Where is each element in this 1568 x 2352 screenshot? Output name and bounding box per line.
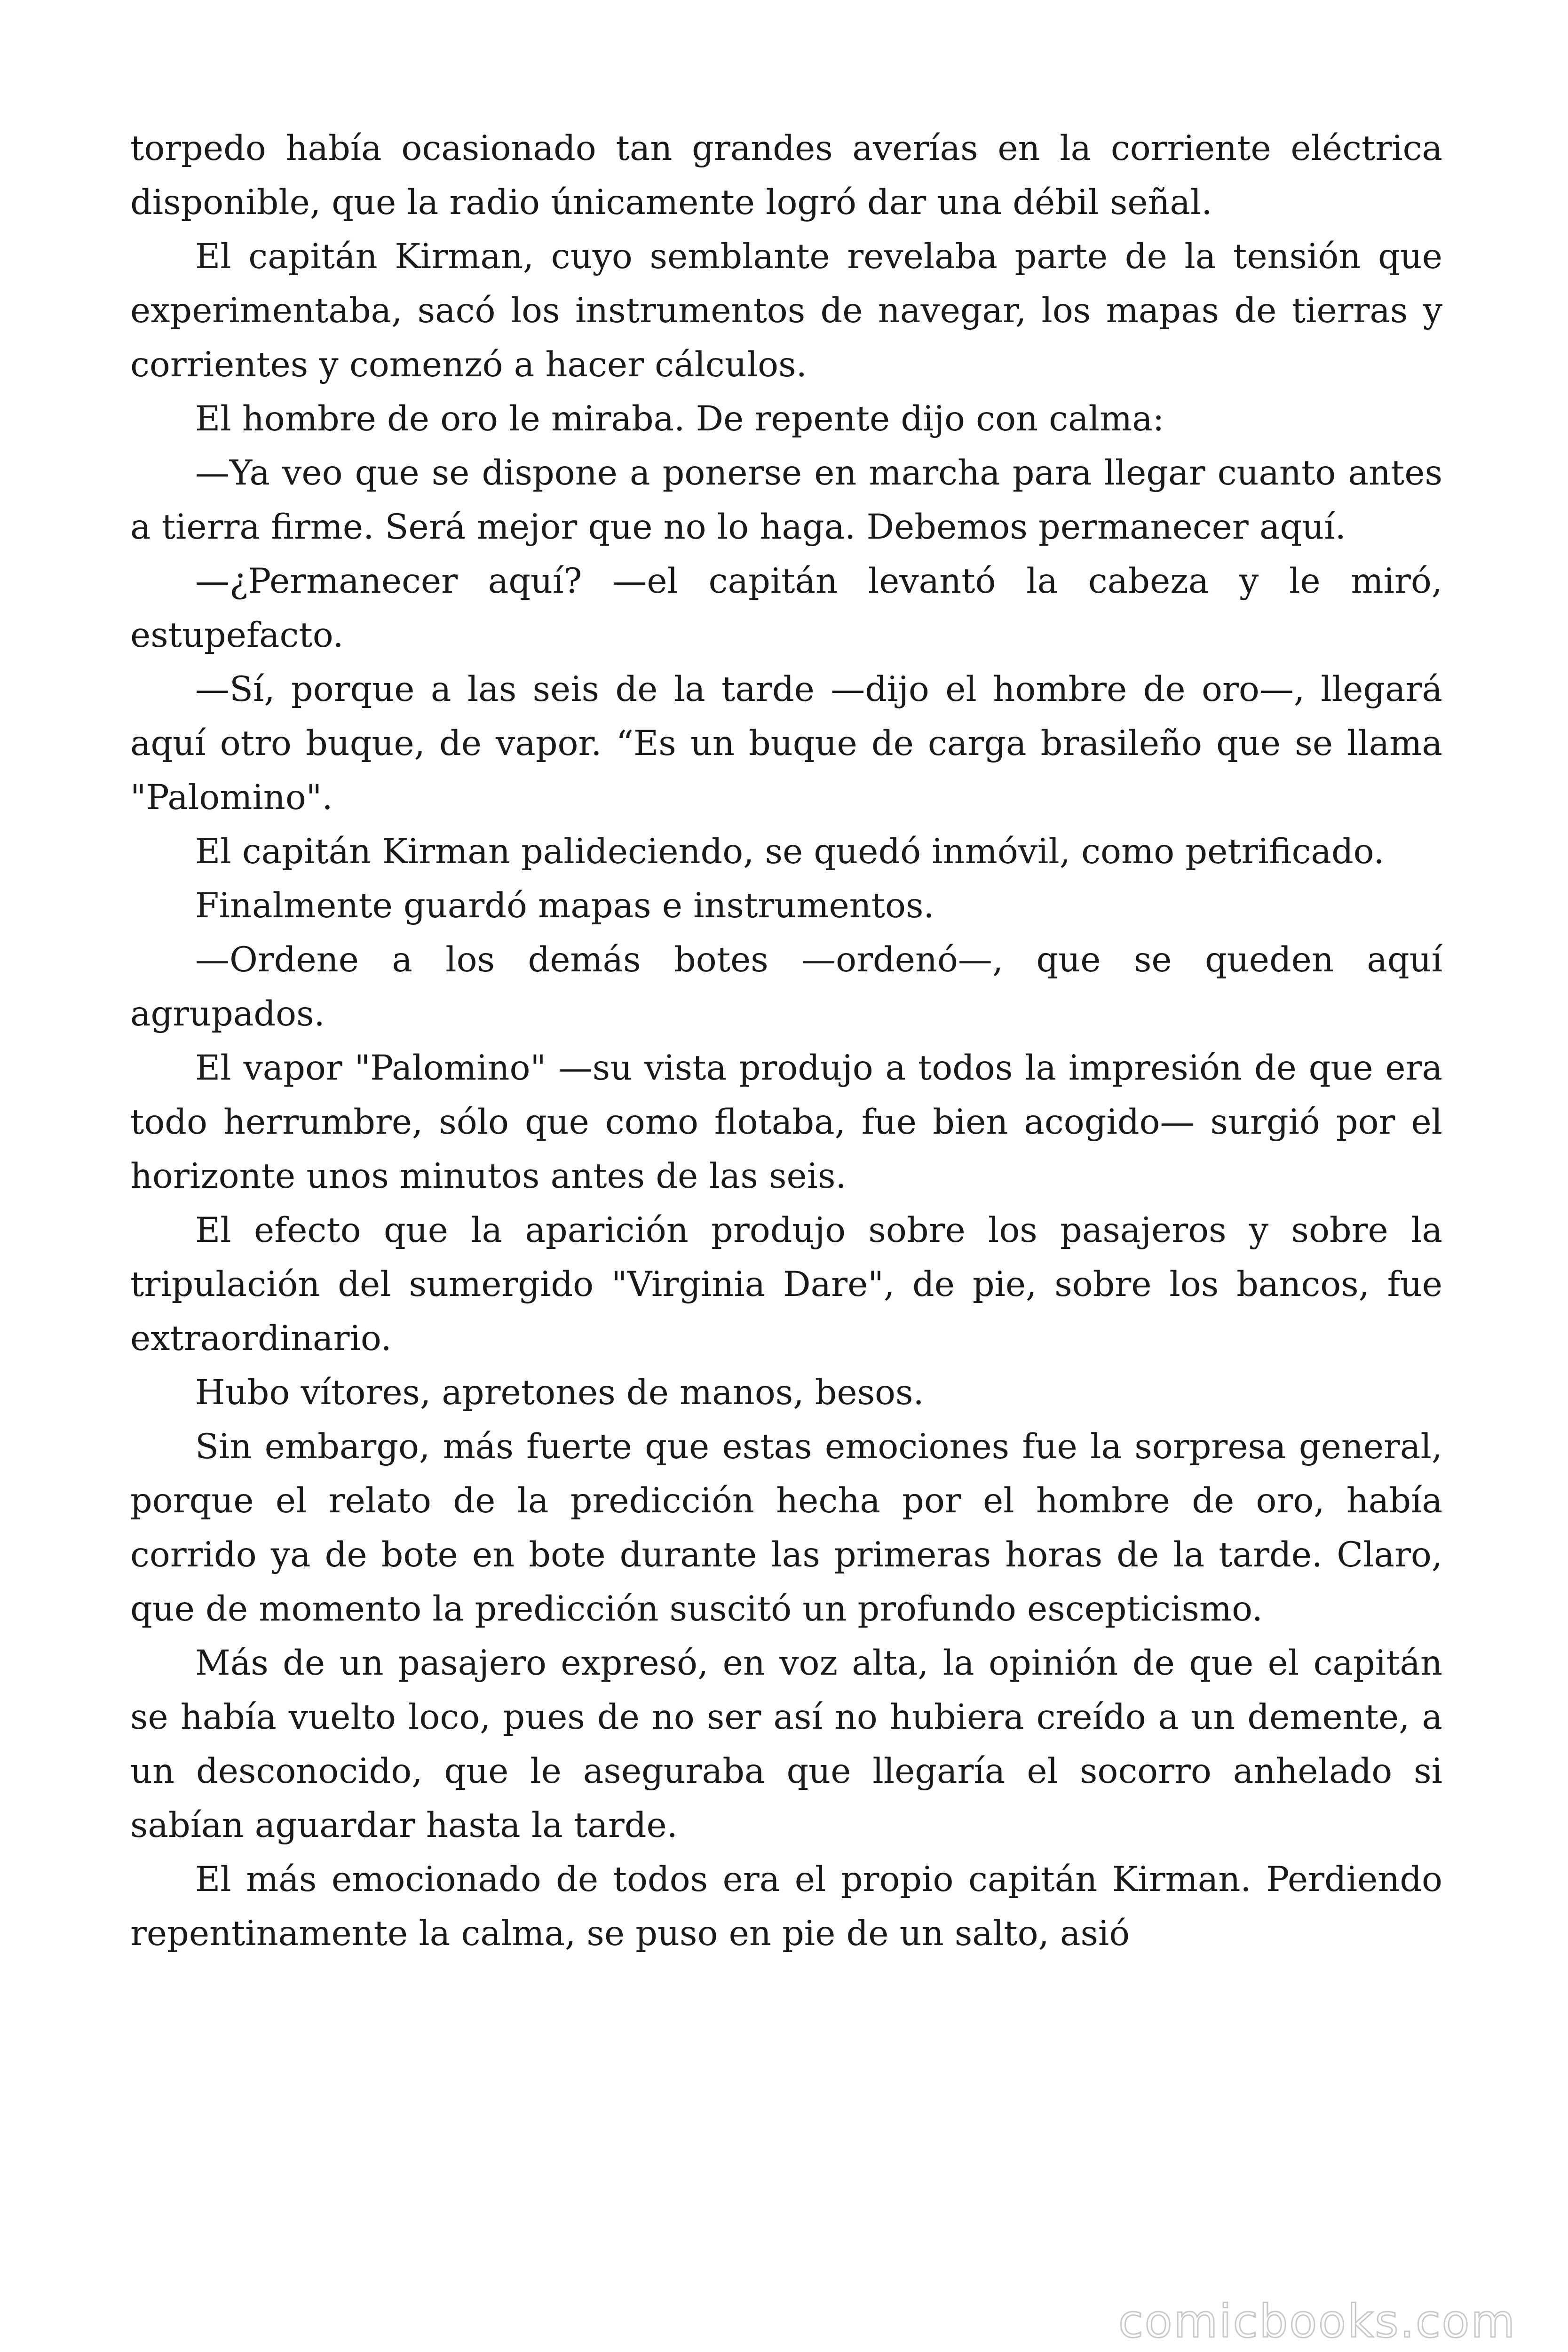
paragraph: Sin embargo, más fuerte que estas emociones fue la sorpresa general, porque el relato de la predicción hecha por el hombre de oro, había corrido ya de bote en bote durante las primeras horas de la tarde. Claro, que de momento la predicción suscitó un profundo escepticismo. xyxy=(130,1427,1442,1629)
paragraph: Hubo vítores, apretones de manos, besos. xyxy=(195,1373,924,1413)
watermark: comicbooks.com xyxy=(1118,2295,1516,2348)
paragraph: El vapor "Palomino" —su vista produjo a todos la impresión de que era todo herrumbre, sólo que como flotaba, fue bien acogido— surgió por el horizonte unos minutos antes de las seis. xyxy=(130,1048,1442,1196)
paragraph: —Ya veo que se dispone a ponerse en marcha para llegar cuanto antes a tierra firme. Será mejor que no lo haga. Debemos permanecer aquí. xyxy=(130,453,1442,547)
paragraph: torpedo había ocasionado tan grandes averías en la corriente eléctrica disponible, que la radio únicamente logró dar una débil señal. xyxy=(130,128,1442,222)
paragraph: Finalmente guardó mapas e instrumentos. xyxy=(195,886,934,926)
paragraph: —¿Permanecer aquí? —el capitán levantó la cabeza y le miró, estupefacto. xyxy=(130,561,1442,655)
paragraph: Más de un pasajero expresó, en voz alta, la opinión de que el capitán se había vuelto loco, pues de no ser así no hubiera creído a un demente, a un desconocido, que le aseguraba que llegaría el socorro anhelado si sabían aguardar hasta la tarde. xyxy=(130,1643,1442,1845)
paragraph: El capitán Kirman palideciendo, se quedó inmóvil, como petrificado. xyxy=(195,832,1385,872)
page-body xyxy=(130,121,1442,1961)
paragraph: —Ordene a los demás botes —ordenó—, que se queden aquí agrupados. xyxy=(130,940,1442,1034)
paragraph: —Sí, porque a las seis de la tarde —dijo el hombre de oro—, llegará aquí otro buque, de vapor. “Es un buque de carga brasileño que se llama "Palomino". xyxy=(130,669,1442,818)
paragraph: El hombre de oro le miraba. De repente dijo con calma: xyxy=(195,399,1164,439)
paragraph: El más emocionado de todos era el propio capitán Kirman. Perdiendo repentinamente la calma, se puso en pie de un salto, asió xyxy=(130,1859,1442,1954)
paragraph: El capitán Kirman, cuyo semblante revelaba parte de la tensión que experimentaba, sacó los instrumentos de navegar, los mapas de tierras y corrientes y comenzó a hacer cálculos. xyxy=(130,237,1442,385)
paragraph: El efecto que la aparición produjo sobre los pasajeros y sobre la tripulación del sumergido "Virginia Dare", de pie, sobre los bancos, fue extraordinario. xyxy=(130,1210,1442,1359)
